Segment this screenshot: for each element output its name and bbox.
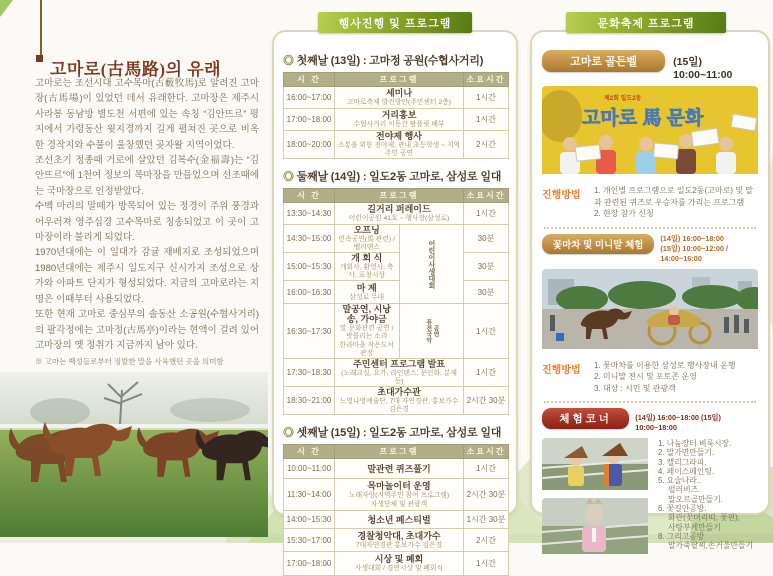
day-marker-icon: ◎ [283, 427, 294, 439]
paragraph: 조선초기 정종때 거로에 살았던 김복수(金福壽)는 “김안뜨르”에 1천여 정보의 목마장을 만들었으며 선조때에는 국마장으로 인정받았다. [35, 155, 259, 197]
table-header-row [284, 189, 509, 203]
carriage-photo [542, 269, 758, 354]
day-marker-icon: ◎ [283, 171, 294, 183]
day3-heading: ◎ 셋째날 (15일) : 일도2동 고마로, 삼성로 일대 [283, 427, 502, 439]
table-row: 16:00~16:30 마 제 삼성로 무대 30분 [284, 281, 509, 304]
photo-banner-main-text: 고마로 馬 문화 [582, 108, 704, 129]
schedule-card [272, 30, 518, 572]
footnote: ※ 고마는 백성들로부터 징발한 말을 사육했던 곳을 의미함 [35, 357, 224, 366]
col-time: 시 간 [284, 189, 335, 203]
table-row: 15:30~17:00 경찰청악대, 초대가수 7대자연경관 홍보가수 김은경 2시간 [284, 529, 509, 552]
table-row: 13:30~14:30 길거리 퍼레이드 어린이공원 41호 ~ 행사장(삼성로) 1시간 [284, 203, 509, 225]
list-subitem: 펄러비즈. [668, 485, 701, 495]
golden-bell-header [542, 50, 758, 81]
side-label-performance: 퓨전국악 공연 [399, 304, 464, 359]
method-label: 진행방법 [542, 364, 581, 376]
table-row: 14:30~15:00 오프닝 민속공연(馬 관련) / 벨리댄스 어린이사생대회 30분 [284, 225, 509, 253]
golden-bell-time: (15일) 10:00~11:00 [673, 56, 733, 81]
method-item: 1. 꽃마차를 이용한 삼성로 행사장내 운행 [594, 360, 736, 370]
method-item: 1. 개인별 프로그램으로 일도2동(고마로) 및 말과 관련된 퀴즈로 우승자를 가리는 프로그램 [594, 186, 753, 207]
horses-photo [0, 372, 268, 537]
title-bullet-icon [36, 55, 43, 62]
col-program: 프로그램 [335, 73, 464, 87]
table-row: 10:00~11:00 말관련 퀴즈풀기 1시간 [284, 459, 509, 479]
paragraph: 고마로는 조선시대 고수목마(古藪牧馬)로 알려진 고마장(古馬場)이 있었던 데서 유래한다. 고마장은 제주시 사라봉 동남방 별도천 서편에 있는 속칭 “김안뜨르” 평지에서 가령동산 윗지경까지 길게 펼쳐진 곳으로 비옥한 경작지와 수풀이 울창했던 곶자왈 지역이었다. [35, 78, 259, 151]
title-rule [40, 0, 42, 55]
golden-bell-photo [542, 86, 758, 179]
culture-banner: 문화축제 프로그램 [566, 12, 726, 33]
list-subitem: 말오르골만들기. [668, 494, 723, 504]
left-panel [0, 0, 268, 543]
paragraph: 또한 현재 고마로 중심부의 솔동산 소공원(수협사거리)의 팔각정에는 고마정(古馬亭)이라는 현액이 걸려 있어 고마장의 옛 정취가 지금까지 남아 있다. [35, 309, 259, 351]
golden-bell-method [542, 185, 758, 220]
table-row: 17:00~18:00 거리홍보 수협사거리 이동간 팜플릿 배부 1시간 [284, 109, 509, 131]
table-row: 14:00~15:30 청소년 페스티벌 1시간 30분 [284, 511, 509, 529]
method-label: 진행방법 [542, 190, 581, 201]
list-item: 8. 그리고공방 [658, 531, 705, 541]
list-item: 2. 말가면만들기. [658, 448, 715, 458]
day3-schedule-table [283, 444, 509, 576]
col-time: 시 간 [284, 445, 335, 459]
day1-schedule-table [283, 72, 509, 159]
paragraph: 수백 마리의 말떼가 방목되어 있는 정경이 주위 풍경과 어우러져 영주십경 고수목마로 칭송되었고 이 곳이 고마장이라 불리게 되었다. [35, 201, 259, 244]
table-row: 16:30~17:30 말공연, 시낭송, 가야금 말 문화관련 공연 / 밧볼리는 소리 한라마을 작은도서관장 퓨전국악 공연 1시간 [284, 304, 509, 359]
table-row: 17:30~18:30 주민센터 프로그램 발표 (노래교실, 요가, 라인댄스, 문인화, 분재 등) 1시간 [284, 359, 509, 387]
col-duration: 소요시간 [464, 445, 509, 459]
table-row: 17:00~18:00 시상 및 폐회 사생대회 / 경연시상 및 폐회식 1시간 [284, 552, 509, 576]
method-item: 3. 대상 : 시민 및 관광객 [594, 383, 676, 393]
dotted-divider [544, 227, 756, 229]
carriage-header [542, 234, 758, 264]
paragraph: 1970년대에는 이 일대가 감귤 재배지로 조성되었으며 1980년대에는 제주시 일도지구 신시가지 조성으로 상가와 아파트 단지가 형성되었다. 지금의 고마로라는 지명은 이때부터 사용되었다. [35, 247, 259, 305]
table-row: 18:00~20:00 전야제 행사 소통을 위한 전야제, 관내 초등학생 ~ 지역주민 공연 2시간 [284, 131, 509, 159]
col-program: 프로그램 [335, 445, 464, 459]
horse-mask-photo-2 [542, 498, 650, 559]
experience-tab: 체험코너 [542, 408, 629, 429]
list-item: 3. 캘리그라피. [658, 457, 707, 467]
golden-bell-tab: 고마로 골든벨 [542, 50, 665, 72]
table-header-row [284, 73, 509, 87]
method-item: 2. 미니말 전시 및 포토존 운영 [594, 372, 697, 381]
history-text [35, 76, 259, 353]
experience-time: (14일) 16:00~18:00 (15일) 10:00~18:00 [635, 413, 721, 432]
culture-card [530, 30, 770, 551]
table-row: 11:30~14:00 목마놀이터 운영 노래자랑(지역주민 참여 프로그램) 자생단체 및 관광객 2시간 30분 [284, 479, 509, 511]
table-row: 16:00~17:00 세미나 고마로축제 발전방안(주민센터 2층) 1시간 [284, 87, 509, 109]
horse-mask-photo-1 [542, 438, 650, 495]
list-item: 5. 요술나라.. [658, 476, 702, 486]
col-duration: 소요시간 [464, 73, 509, 87]
carriage-method [542, 360, 758, 395]
carriage-tab: 꽃마차 및 미니말 체험 [542, 234, 654, 254]
day-marker-icon: ◎ [283, 55, 294, 67]
method-item: 2. 현장 참가 신청 [594, 209, 654, 218]
list-subitem: 말가죽팔찌,손거울만들기 [668, 541, 754, 551]
table-row: 15:00~15:30 개 회 식 개회사, 환영사, 축사, 표창시상 30분 [284, 253, 509, 281]
col-time: 시 간 [284, 73, 335, 87]
list-subitem: 화관(꽃머리띠, 꽃핀), [668, 513, 740, 523]
day1-heading: ◎ 첫째날 (13일) : 고마정 공원(수협사거리) [283, 55, 484, 67]
photo-banner-small-text: 제2회 일도2동 [604, 96, 642, 102]
carriage-times: (14일) 16:00~18:00 (15일) 10:00~12:00 / 14:00~16:00 [660, 233, 729, 263]
list-subitem: 사탕부케만들기 [668, 522, 721, 532]
page-title: 고마로(古馬路)의 유래 [50, 60, 222, 80]
list-item: 6. 꽃길안공방. [658, 504, 707, 514]
experience-body [542, 438, 758, 559]
list-item: 4. 페이스페인팅. [658, 466, 715, 476]
experience-header [542, 408, 758, 432]
table-row: 18:30~21:00 초대가수관 느영나영예술단, 7대 자연경관, 홍보가수 김은경 2시간 30분 [284, 387, 509, 415]
side-label-art-contest: 어린이사생대회 [399, 225, 464, 304]
experience-list [650, 438, 758, 559]
day2-schedule-table [283, 188, 509, 415]
day2-heading: ◎ 둘째날 (14일) : 일도2동 고마로, 삼성로 일대 [283, 171, 502, 183]
table-header-row [284, 445, 509, 459]
dotted-divider [544, 401, 756, 403]
col-program: 프로그램 [335, 189, 464, 203]
list-item: 1. 나눔장터 벼룩시장. [658, 439, 732, 448]
events-banner: 행사진행 및 프로그램 [318, 12, 472, 33]
col-duration: 소요시간 [464, 189, 509, 203]
